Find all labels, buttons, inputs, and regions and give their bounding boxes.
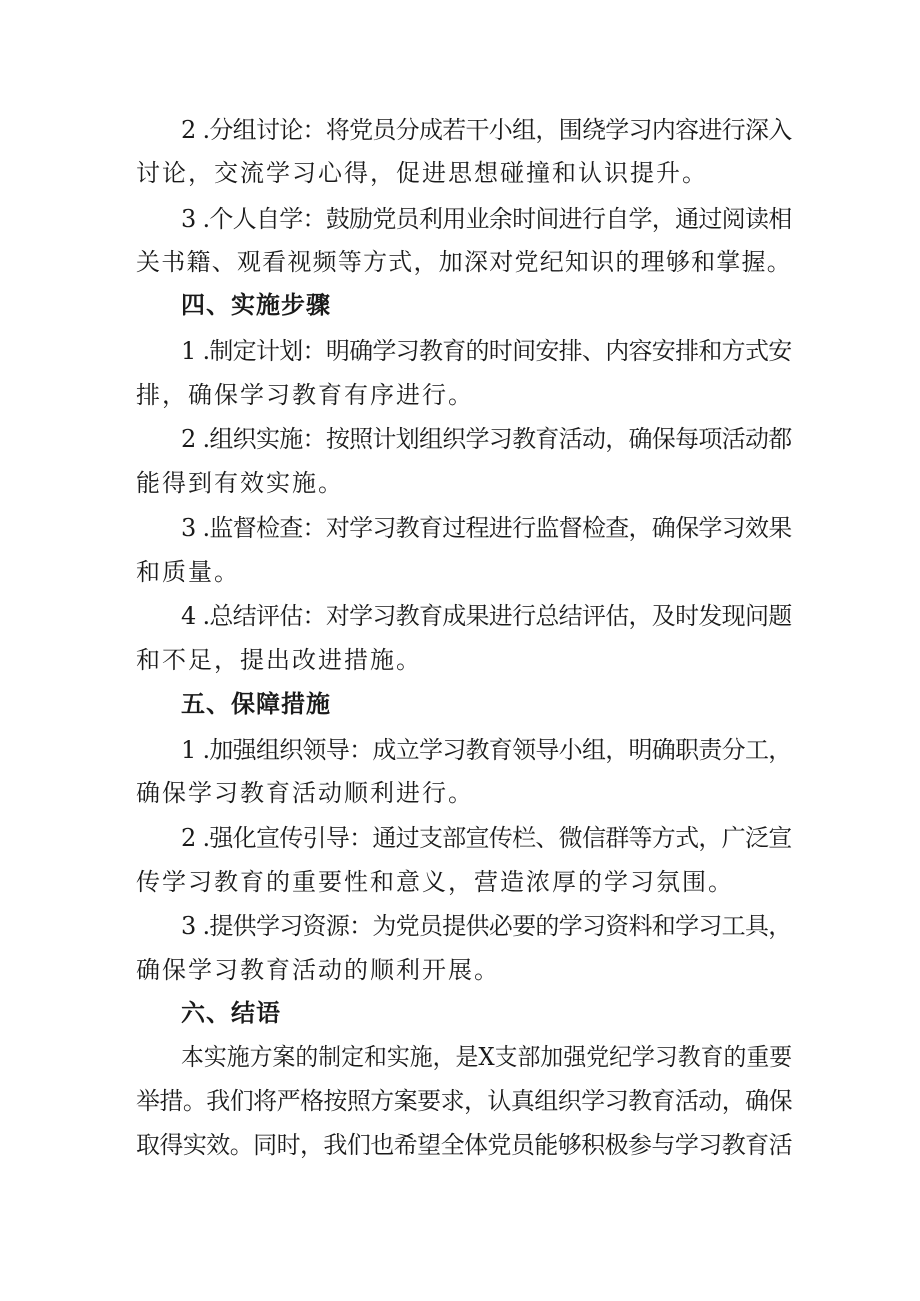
- paragraph-line: 和不足，提出改进措施。: [136, 646, 422, 674]
- list-item-group-discussion: 2 .分组讨论：将党员分成若干小组，围绕学习内容进行深入: [181, 116, 792, 144]
- paragraph-line: 能得到有效实施。: [136, 469, 344, 497]
- section-heading-implementation-steps: 四、实施步骤: [181, 291, 331, 319]
- paragraph-line: 举措。我们将严格按照方案要求，认真组织学习教育活动，确保: [136, 1087, 792, 1115]
- list-item-organize: 2 .组织实施：按照计划组织学习教育活动，确保每项活动都: [181, 425, 792, 453]
- list-item-leadership: 1 .加强组织领导：成立学习教育领导小组，明确职责分工，: [181, 736, 792, 764]
- paragraph-line: 取得实效。同时，我们也希望全体党员能够积极参与学习教育活: [136, 1131, 792, 1159]
- list-item-supervise: 3 .监督检查：对学习教育过程进行监督检查，确保学习效果: [181, 514, 792, 542]
- paragraph-line: 排，确保学习教育有序进行。: [136, 381, 474, 409]
- list-item-self-study: 3 .个人自学：鼓励党员利用业余时间进行自学，通过阅读相: [181, 205, 792, 233]
- list-item-make-plan: 1 .制定计划：明确学习教育的时间安排、内容安排和方式安: [181, 337, 792, 365]
- list-item-publicity: 2 .强化宣传引导：通过支部宣传栏、微信群等方式，广泛宣: [181, 824, 792, 852]
- paragraph-line: 确保学习教育活动的顺利开展。: [136, 956, 500, 984]
- section-heading-safeguards: 五、保障措施: [181, 690, 331, 718]
- paragraph-line: 和质量。: [136, 558, 240, 586]
- paragraph-line: 确保学习教育活动顺利进行。: [136, 779, 474, 807]
- conclusion-line: 本实施方案的制定和实施，是X支部加强党纪学习教育的重要: [181, 1043, 793, 1071]
- section-heading-conclusion: 六、结语: [181, 999, 281, 1027]
- paragraph-line: 关书籍、观看视频等方式，加深对党纪知识的理够和掌握。: [136, 248, 792, 276]
- list-item-evaluate: 4 .总结评估：对学习教育成果进行总结评估，及时发现问题: [181, 602, 792, 630]
- paragraph-line: 讨论，交流学习心得，促进思想碰撞和认识提升。: [136, 159, 708, 187]
- list-item-resources: 3 .提供学习资源：为党员提供必要的学习资料和学习工具，: [181, 912, 792, 940]
- paragraph-line: 传学习教育的重要性和意义，营造浓厚的学习氛围。: [136, 868, 734, 896]
